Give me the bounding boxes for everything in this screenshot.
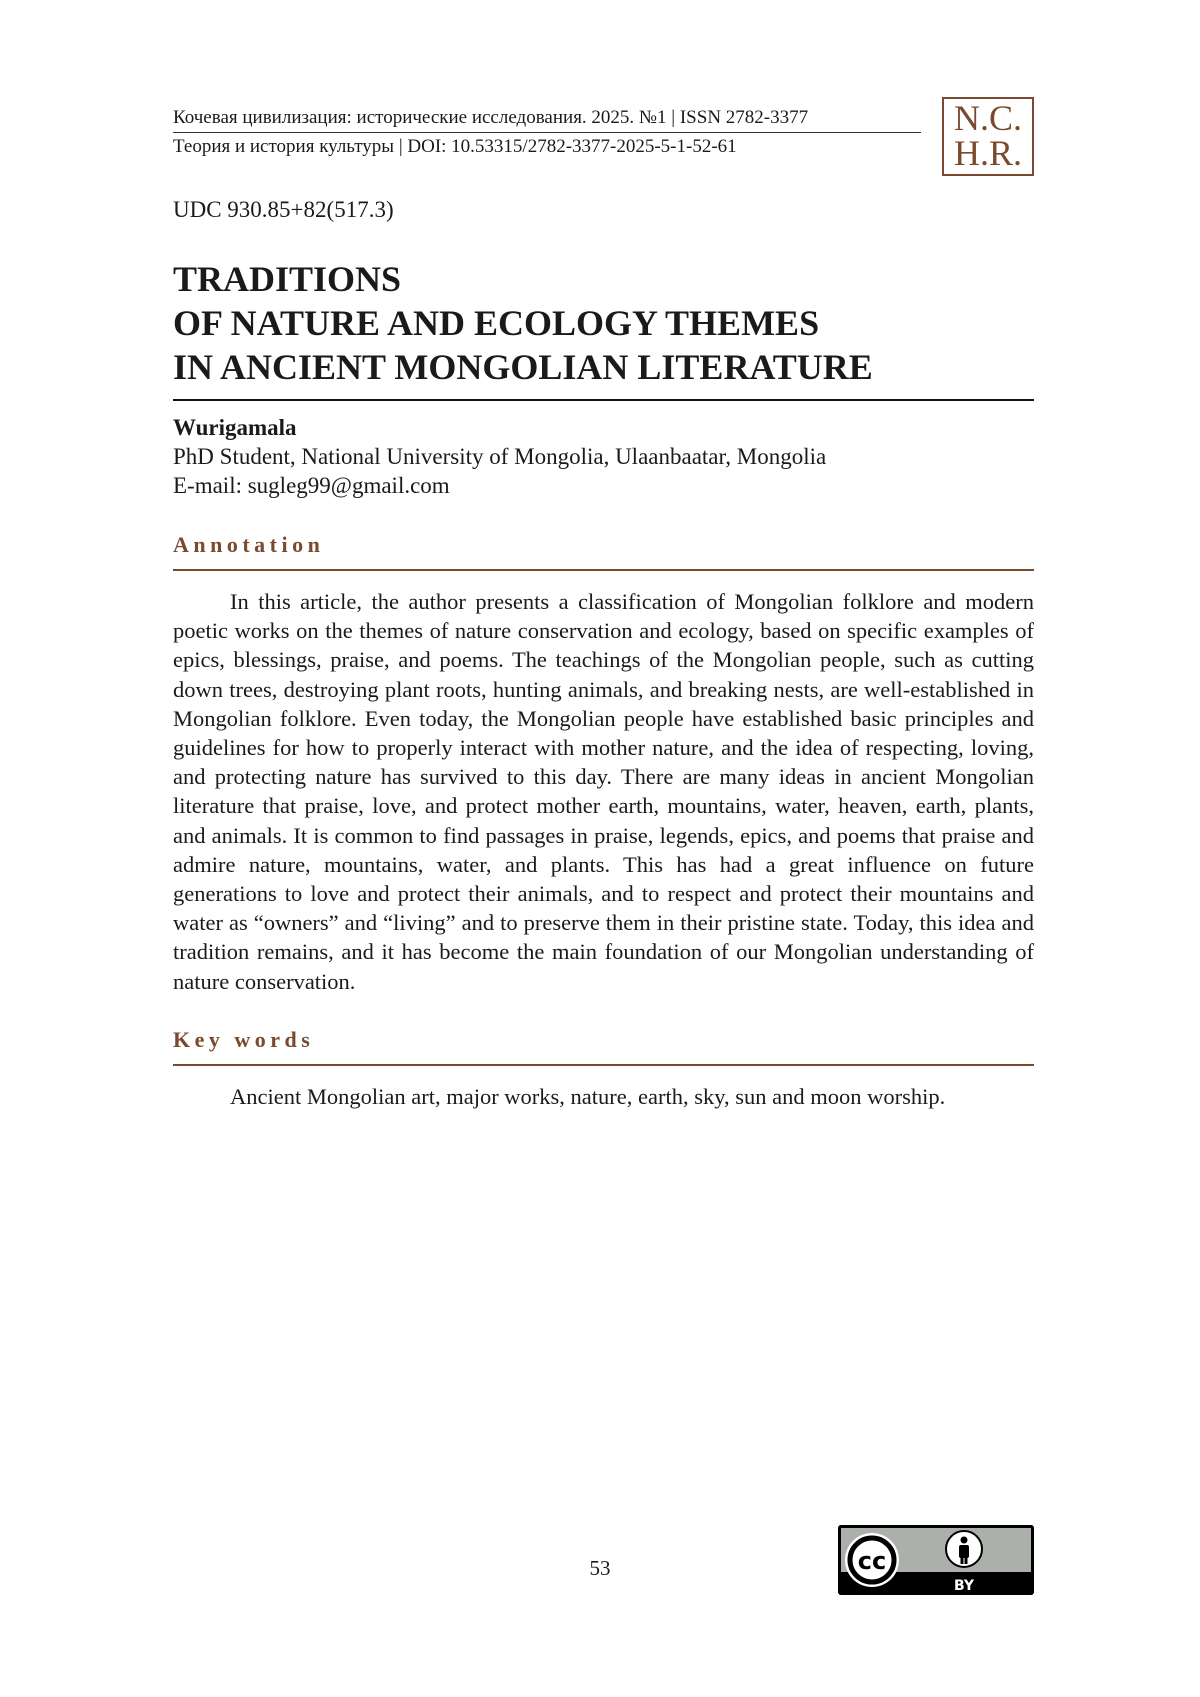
journal-line: Кочевая цивилизация: исторические исследования. 2025. №1 | ISSN 2782-3377 bbox=[173, 106, 921, 133]
cc-by-icon bbox=[838, 1525, 1034, 1595]
annotation-heading: Annotation bbox=[173, 531, 1034, 571]
license-label: BY bbox=[953, 1578, 975, 1594]
author-block bbox=[173, 413, 1034, 500]
page-number: 53 bbox=[589, 1556, 611, 1580]
title-line-2: OF NATURE AND ECOLOGY THEMES bbox=[173, 303, 820, 343]
article-title bbox=[173, 257, 1034, 401]
journal-logo bbox=[942, 97, 1034, 176]
keywords-heading: Key words bbox=[173, 1026, 1034, 1066]
annotation-text: In this article, the author presents a classification of Mongolian folklore and modern poetic works on the themes of nature conservation and ecology, based on specific examples of epics, blessings, praise, and poems. The teachings of the Mongolian people, such as cutting down trees, destroying plant roots, hunting animals, and breaking nests, are well-established in Mongolian folklore. Even today, the Mongolian people have established basic principles and guidelines for how to properly interact with mother nature, and the idea of respecting, loving, and protecting nature has survived to this day. There are many ideas in ancient Mongolian literature that praise, love, and protect mother earth, mountains, water, heaven, earth, plants, and animals. It is common to find passages in praise, legends, epics, and poems that praise and admire nature, mountains, water, and plants. This has had a great influence on future generations to love and protect their animals, and to respect and protect their mountains and water as “owners” and “living” and to preserve them in their pristine state. Today, this idea and tradition remains, and it has become the main foundation of our Mongolian understanding of nature conservation. bbox=[173, 589, 1034, 994]
udc-code: UDC 930.85+82(517.3) bbox=[173, 197, 394, 222]
keywords-text: Ancient Mongolian art, major works, nature, earth, sky, sun and moon worship. bbox=[230, 1084, 946, 1109]
section-doi-line: Теория и история культуры | DOI: 10.53315/2782-3377-2025-5-1-52-61 bbox=[173, 136, 737, 157]
author-email: E-mail: sugleg99@gmail.com bbox=[173, 473, 450, 498]
logo-top-text: N.C. bbox=[953, 98, 1022, 138]
author-name: Wurigamala bbox=[173, 415, 297, 440]
cc-by-license-badge[interactable] bbox=[838, 1525, 1034, 1595]
title-line-3: IN ANCIENT MONGOLIAN LITERATURE bbox=[173, 347, 873, 387]
title-line-1: TRADITIONS bbox=[173, 259, 402, 299]
logo-bottom-text: H.R. bbox=[953, 133, 1022, 173]
svg-text:cc: cc bbox=[857, 1547, 887, 1575]
running-header bbox=[173, 106, 921, 159]
author-affiliation: PhD Student, National University of Mongolia, Ulaanbaatar, Mongolia bbox=[173, 444, 827, 469]
